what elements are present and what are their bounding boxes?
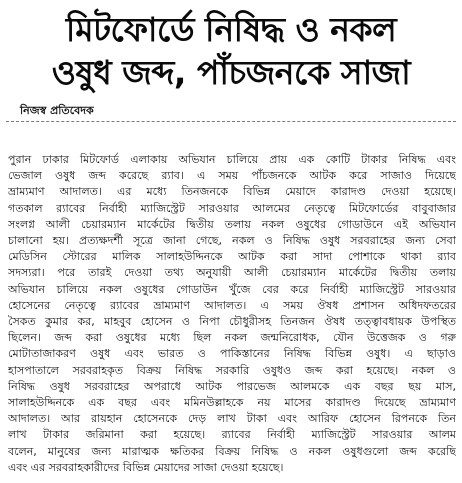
headline-line-2: ওষুধ জব্দ, পাঁচজনকে সাজা bbox=[51, 53, 411, 92]
article-line: চালানো হয়। প্রত্যক্ষদর্শী সূত্রে জানা গেছে, নকল ও নিষিদ্ধ ওষুধ সরবরাহের জন্য সেবা bbox=[8, 234, 456, 248]
article-line: অভিযান চালিয়ে নকল ওষুধের গোডাউন খুঁজে বের করে নির্বাহী ম্যাজিস্ট্রেট সারওয়ার bbox=[8, 282, 456, 296]
article-line: বলেন, মানুষের জন্য মারাত্মক ক্ষতিকর বিক্রয় নিষিদ্ধ ও নকল ওষুধগুলো জব্দ করেছি bbox=[8, 444, 456, 458]
article-line: এবং এর সরবরাহকারীদের বিভিন্ন মেয়াদের সাজা দেওয়া হয়েছে। bbox=[8, 460, 284, 474]
headline bbox=[6, 8, 456, 94]
article-line: মেডিসিন স্টোরের মালিক সালাহউদ্দিনকে আটক করা সাদা পোশাকে থাকা র‌্যাব bbox=[8, 250, 456, 264]
article-line: লাখ টাকার জরিমানা করা হয়েছে। র‌্যাবের নির্বাহী ম্যাজিস্ট্রেট সারওয়ার আলম bbox=[8, 428, 456, 442]
article-line: পুরান ঢাকার মিটফোর্ড এলাকায় অভিযান চালিয়ে প্রায় এক কোটি টাকার নিষিদ্ধ এবং bbox=[8, 153, 456, 166]
article-line: সৈকত কুমার কর, মাহবুব হোসেন ও নিপা চৌধুরীসহ তিনজন ঔষধ তত্ত্বাবধায়ক উপস্থিত bbox=[8, 315, 456, 329]
byline: নিজস্ব প্রতিবেদক bbox=[20, 104, 94, 117]
article-line: গতকাল র‌্যাবের নির্বাহী ম্যাজিস্ট্রেট সারওয়ার আলমের নেতৃত্বে মিটফোর্ডের বাবুবাজার bbox=[8, 201, 456, 215]
dashed-divider bbox=[6, 121, 456, 122]
article-line: মোটাতাজাকরণ ওষুধ এবং ভারত ও পাকিস্তানের নিষিদ্ধ বিভিন্ন ওষুধ। এ ছাড়াও bbox=[8, 347, 456, 361]
article-line: সদস্যরা। পরে তারই দেওয়া তথ্য অনুযায়ী আলী চেয়ারম্যান মার্কেটের দ্বিতীয় তলায় bbox=[8, 266, 456, 280]
article-line: হোসেনের নেতৃত্বে র‌্যাবের ভ্রাম্যমাণ আদালত। এ সময় ঔষধ প্রশাসন অধিদফতরের bbox=[8, 298, 456, 312]
article-line: আদালত। আর রায়হান হোসেনকে দেড় লাখ টাকা এবং আরিফ হোসেন রিপনকে তিন bbox=[8, 412, 456, 426]
article-line: ছিলেন। জব্দ করা ওষুধের মধ্যে ছিল নকল জন্মনিরোধক, যৌন উত্তেজক ও গরু bbox=[8, 331, 456, 345]
article-body bbox=[8, 152, 456, 476]
headline-line-1: মিটফোর্ডে নিষিদ্ধ ও নকল bbox=[65, 10, 397, 49]
article-line: ভেজাল ওষুধ জব্দ করেছে র‌্যাব। এ সময় পাঁচজনকে আটক করে সাজাও দিয়েছে bbox=[8, 169, 456, 183]
article-line: ভ্রাম্যমাণ আদালত। এর মধ্যে তিনজনকে বিভিন্ন মেয়াদে কারাদণ্ড দেওয়া হয়েছে। bbox=[8, 185, 456, 199]
article-line: হাসপাতালে সরবরাহকৃত বিক্রয় নিষিদ্ধ সরকারি ওষুধও জব্দ করা হয়েছে। নকল ও bbox=[8, 363, 456, 377]
article-line: নিষিদ্ধ ওষুধ সরবরাহের অপরাধে আটক পারভেজ আলমকে এক বছর ছয় মাস, bbox=[8, 379, 456, 393]
article-line: সালাহউদ্দিনকে এক বছর এবং মমিনউল্লাহকে নয় মাসের কারাদণ্ড দিয়েছে ভ্রাম্যমাণ bbox=[8, 396, 456, 410]
article-line: সংলগ্ন আলী চেয়ারম্যান মার্কেটের দ্বিতীয় তলায় নকল ওষুধের গোডাউনে এই অভিযান bbox=[8, 217, 456, 231]
